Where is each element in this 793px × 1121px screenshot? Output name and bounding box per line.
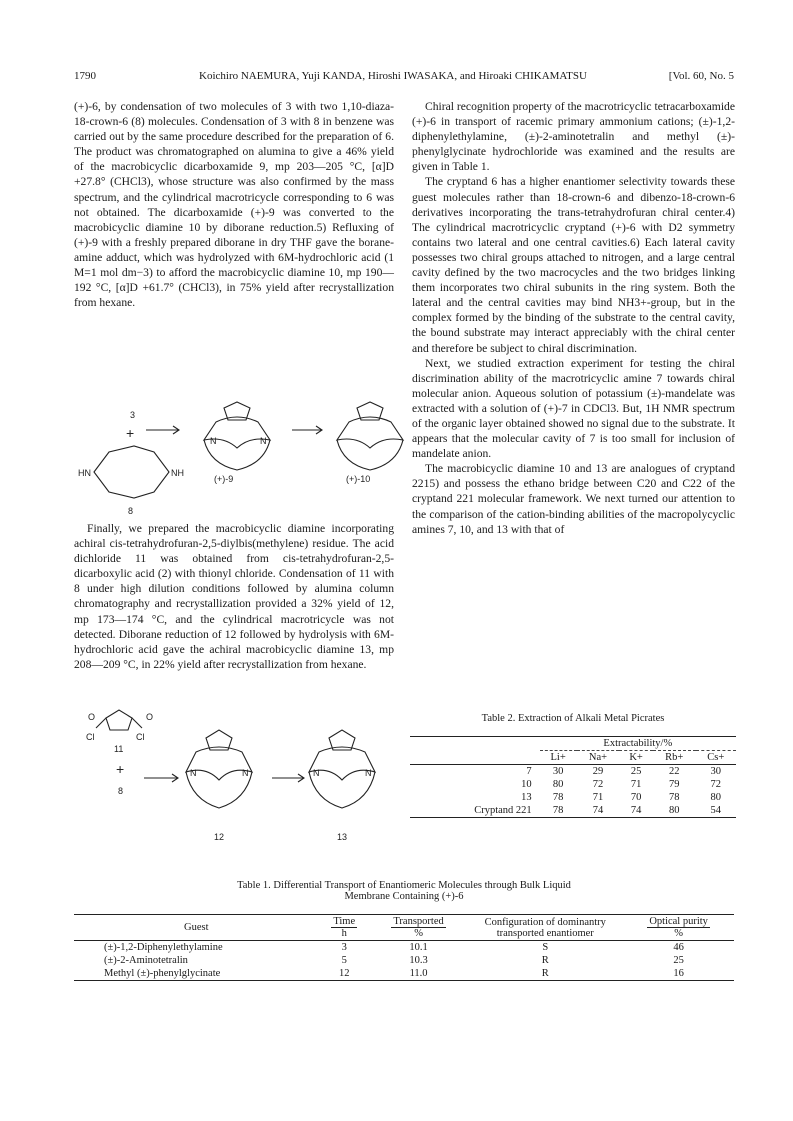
atom-cl: Cl (136, 732, 145, 742)
table-2 (410, 736, 736, 818)
paragraph: Chiral recognition property of the macrotricyclic tetracarboxamide (+)-6 in transport of racemic primary ammonium cations; (±)-1,2-diphenylethylamine, (±)-2-aminotetralin and methyl (±)-phenylglycinate hydrochloride was examined and the results are given in Table 1. (412, 100, 735, 174)
table-row: 10 80 72 71 79 72 (521, 779, 722, 790)
plus-sign: + (126, 425, 135, 441)
column-header: Cs+ (707, 752, 725, 763)
label-10: (+)-10 (346, 474, 371, 484)
label-13: 13 (337, 832, 348, 842)
table-row: (±)-2-Aminotetralin 5 10.3 R 25 (104, 955, 684, 966)
label-9: (+)-9 (214, 474, 234, 484)
label-11: 11 (114, 744, 124, 754)
paragraph: Finally, we prepared the macrobicyclic diamine incorporating achiral cis-tetrahydrofuran-2,5-diylbis(methylene) residue. The acid dichloride 11 was obtained from cis-tetrahydrofuran-2,5-dicarboxylic acid (2) with thionyl chloride. Condensation of 11 with 8 under high dilution conditions followed by alumina column chromatography and recrystallization provided a 32% yield of 12, mp 173—174 °C, and the cylindrical macrotricycle was not detected. Diborane reduction of 12 followed by hydrolysis with 6M-hydrochloric acid gave the achiral macrobicyclic diamine 13, mp 208—209 °C, in 22% yield after recrystallization from hexane. (74, 522, 394, 671)
column-header: Optical purity % (649, 916, 708, 939)
table-row: Cryptand 221 78 74 74 80 54 (410, 804, 736, 818)
table-2-caption: Table 2. Extraction of Alkali Metal Picrates (481, 713, 665, 724)
nh-label: NH (171, 468, 184, 478)
atom-n: N (210, 436, 217, 446)
atom-n: N (260, 436, 267, 446)
paragraph: (+)-6, by condensation of two molecules of 3 with two 1,10-diaza-18-crown-6 (8) molecules. Condensation of 3 with 8 in benzene was carried out by the same procedure described for the preparation of 6. The product was chromatographed on alumina to give a 46% yield of the macrobicyclic dicarboxamide 9, mp 203—205 °C, [α]D +27.8° (CHCl3), whose structure was also confirmed by the mass spectrum, and the cylindrical macrotricycle corresponding to 6 was not obtained. The dicarboxamide (+)-9 was converted to the macrobicyclic diamine 10 by diborane reduction.5) Refluxing of (+)-9 with a freshly prepared diborane in dry THF gave the borane-amine adduct, which was hydrolyzed with 6M-hydrochloric acid (1 M=1 mol dm−3) to afford the macrobicyclic diamine 10, mp 190—192 °C, [α]D +61.7° (CHCl3), in 75% yield after recrystallization from hexane. (74, 100, 394, 310)
column-header: Configuration of dominantry transported enantiomer (484, 916, 606, 939)
table-row: Methyl (±)-phenylglycinate 12 11.0 R 16 (74, 967, 734, 981)
table-row: 7 30 29 25 22 30 (526, 766, 722, 777)
hn-label: HN (78, 468, 91, 478)
table-row: 13 78 71 70 78 80 (521, 792, 722, 803)
label-8: 8 (118, 786, 124, 796)
label-8: 8 (128, 506, 134, 516)
atom-cl: Cl (86, 732, 95, 742)
scheme-1-structures (74, 400, 394, 520)
table-row: (±)-1,2-Diphenylethylamine 3 10.1 S 46 (104, 942, 684, 953)
group-header: Extractability/% (540, 737, 736, 751)
column-header: Guest (184, 922, 209, 933)
column-header: Na+ (588, 752, 608, 763)
left-column-bottom (74, 521, 394, 672)
left-column-top (74, 99, 394, 310)
paragraph: The macrobicyclic diamine 10 and 13 are analogues of cryptand 2215) and possess the ethano bridge between C20 and C22 of the cryptand 221 molecular framework. We next turned our attention to the comparison of the cation-binding abilities of the macropolycyclic amines 7, 10, and 13 with that of (412, 462, 735, 536)
column-header: Transported % (393, 916, 444, 939)
scheme-2-structures (74, 706, 394, 846)
atom-o: O (146, 712, 154, 722)
atom-n: N (190, 768, 197, 778)
table-1-caption: Table 1. Differential Transport of Enantiomeric Molecules through Bulk Liquid Membrane Containing (+)-6 (237, 880, 571, 902)
atom-n: N (365, 768, 372, 778)
table-1 (74, 914, 734, 981)
atom-n: N (313, 768, 320, 778)
label-3: 3 (130, 410, 136, 420)
atom-n: N (242, 768, 249, 778)
paragraph: Next, we studied extraction experiment for testing the chiral discrimination ability of the macrotricyclic amine 7 towards chiral molecular anion. Aqueous solution of potassium (±)-mandelate was extracted with a solution of (+)-7 in CDCl3. But, 1H NMR spectrum of the organic layer obtained showed no signal due to the substrate. It appears that the molecular cavity of 7 is too small for inclusion of mandelate anion. (412, 356, 735, 461)
right-column (412, 99, 735, 537)
label-12: 12 (214, 832, 225, 842)
page-number: 1790 (74, 70, 96, 82)
column-header: Li+ (550, 752, 566, 763)
column-header: Rb+ (665, 752, 684, 763)
author-line: Koichiro NAEMURA, Yuji KANDA, Hiroshi IWASAKA, and Hiroaki CHIKAMATSU (199, 70, 587, 82)
column-header: K+ (629, 752, 643, 763)
paragraph: The cryptand 6 has a higher enantiomer selectivity towards these guest molecules rather than 18-crown-6 and dibenzo-18-crown-6 derivatives incorporating the trans-tetrahydrofuran chiral center.4) The cylindrical macrotricyclic cryptand (+)-6 with D2 symmetry contains two lateral and one central cavities.6) Each lateral cavity possesses two chiral groups attached to nitrogen, and a large central cavity defined by the two macrocycles and the two bridges linking them incorporates two chiral subunits in the ring system. Both the lateral and the central cavities may bind NH3+-group, but in the complex formed by the binding of the substrate to the central cavity, the bound substrate may interact appreciably with the chiral center and therefore be subject to chiral discrimination. (412, 175, 735, 355)
column-header: Time h (333, 916, 356, 939)
atom-o: O (88, 712, 96, 722)
plus-sign: + (116, 761, 125, 777)
volume-info: [Vol. 60, No. 5 (668, 70, 734, 82)
